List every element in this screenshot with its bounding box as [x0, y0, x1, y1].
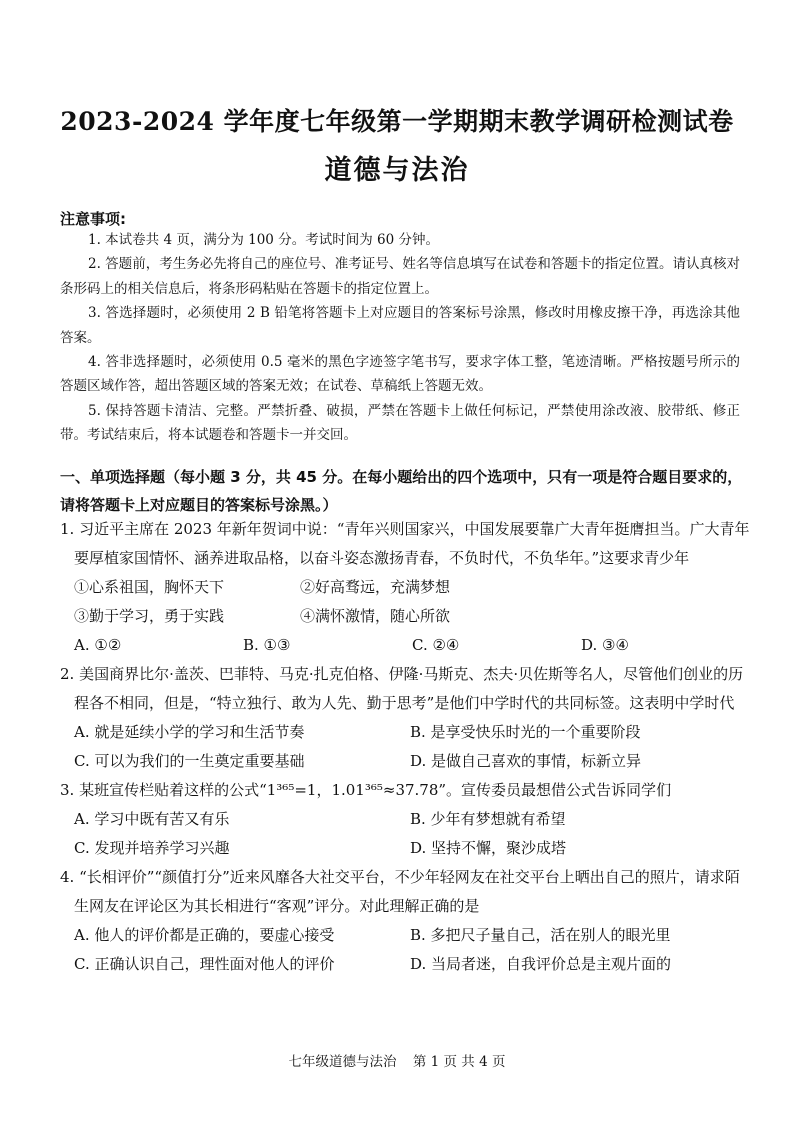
option-row [60, 631, 750, 660]
notice-list [60, 228, 740, 448]
page-footer [0, 1050, 794, 1070]
option-c: C. ②④ [412, 636, 460, 654]
option-c: C. 发现并培养学习兴趣 [74, 839, 230, 857]
question-stem: 4. “长相评价”“颜值打分”近来风靡各大社交平台，不少年轻网友在社交平台上晒出自己的照片，请求陌生网友在评论区为其长相进行“客观”评分。对此理解正确的是 [60, 868, 740, 915]
option-row [60, 921, 750, 950]
option-a: A. ①② [74, 636, 122, 654]
section-heading: 一、单项选择题（每小题 3 分，共 45 分。在每小题给出的四个选项中，只有一项是符合题目要求的，请将答题卡上对应题目的答案标号涂黑。） [60, 468, 743, 514]
subject-title: 道德与法治 [324, 155, 470, 186]
statement: ③勤于学习，勇于实践 [74, 607, 225, 625]
statement: ①心系祖国，胸怀天下 [74, 578, 225, 596]
option-b: B. ①③ [243, 636, 291, 654]
option-b: B. 是享受快乐时光的一个重要阶段 [410, 723, 641, 741]
option-a: A. 他人的评价都是正确的，要虚心接受 [74, 926, 335, 944]
option-d: D. 当局者迷，自我评价总是主观片面的 [410, 955, 672, 973]
notice-item: 3. 答选择题时，必须使用 2 B 铅笔将答题卡上对应题目的答案标号涂黑，修改时用橡皮擦干净，再选涂其他答案。 [60, 305, 740, 346]
option-d: D. ③④ [581, 636, 629, 654]
option-c: C. 正确认识自己，理性面对他人的评价 [74, 955, 335, 973]
option-row [60, 950, 750, 979]
option-row [60, 805, 750, 834]
option-row [60, 834, 750, 863]
notice-item: 1. 本试卷共 4 页，满分为 100 分。考试时间为 60 分钟。 [88, 232, 439, 248]
statement-row [60, 602, 750, 631]
exam-title: 2023-2024 学年度七年级第一学期期末教学调研检测试卷 [60, 107, 734, 136]
question-1 [60, 515, 750, 660]
statement-row [60, 573, 750, 602]
notice-item: 5. 保持答题卡清洁、完整。严禁折叠、破损，严禁在答题卡上做任何标记，严禁使用涂改液、胶带纸、修正带。考试结束后，将本试题卷和答题卡一并交回。 [60, 402, 740, 444]
option-row [60, 747, 750, 776]
option-a: A. 学习中既有苦又有乐 [74, 810, 230, 828]
option-b: B. 多把尺子量自己，活在别人的眼光里 [410, 926, 671, 944]
question-2 [60, 660, 750, 776]
question-stem: 2. 美国商界比尔·盖茨、巴菲特、马克·扎克伯格、伊隆·马斯克、杰夫·贝佐斯等名人，尽管他们创业的历程各不相同，但是，“特立独行、敢为人先、勤于思考”是他们中学时代的共同标签。这表明中学时代 [60, 665, 744, 712]
option-a: A. 就是延续小学的学习和生活节奏 [74, 723, 305, 741]
footer-subject: 七年级道德与法治 [288, 1054, 397, 1070]
notice-heading: 注意事项: [60, 210, 126, 228]
option-row [60, 718, 750, 747]
option-c: C. 可以为我们的一生奠定重要基础 [74, 752, 305, 770]
option-b: B. 少年有梦想就有希望 [410, 810, 566, 828]
question-4 [60, 863, 750, 979]
question-3 [60, 776, 750, 863]
statement: ②好高骛远，充满梦想 [300, 578, 451, 596]
notice-item: 2. 答题前，考生务必先将自己的座位号、准考证号、姓名等信息填写在试卷和答题卡的指定位置。请认真核对条形码上的相关信息后，将条形码粘贴在答题卡的指定位置上。 [60, 256, 740, 297]
option-d: D. 是做自己喜欢的事情，标新立异 [410, 752, 642, 770]
footer-page-number: 第 1 页 共 4 页 [412, 1054, 506, 1070]
question-stem: 1. 习近平主席在 2023 年新年贺词中说：“青年兴则国家兴，中国发展要靠广大青年挺膺担当。广大青年要厚植家国情怀、涵养进取品格，以奋斗姿态激扬青春，不负时代，不负华年。”这要求青少年 [60, 520, 750, 567]
question-list [60, 515, 750, 979]
question-stem: 3. 某班宣传栏贴着这样的公式“1³⁶⁵=1，1.01³⁶⁵≈37.78”。宣传委员最想借公式告诉同学们 [60, 781, 672, 799]
notice-item: 4. 答非选择题时，必须使用 0.5 毫米的黑色字迹签字笔书写，要求字体工整，笔迹清晰。严格按题号所示的答题区域作答，超出答题区域的答案无效；在试卷、草稿纸上答题无效。 [60, 354, 740, 395]
option-d: D. 坚持不懈，聚沙成塔 [410, 839, 567, 857]
statement: ④满怀激情，随心所欲 [300, 607, 451, 625]
